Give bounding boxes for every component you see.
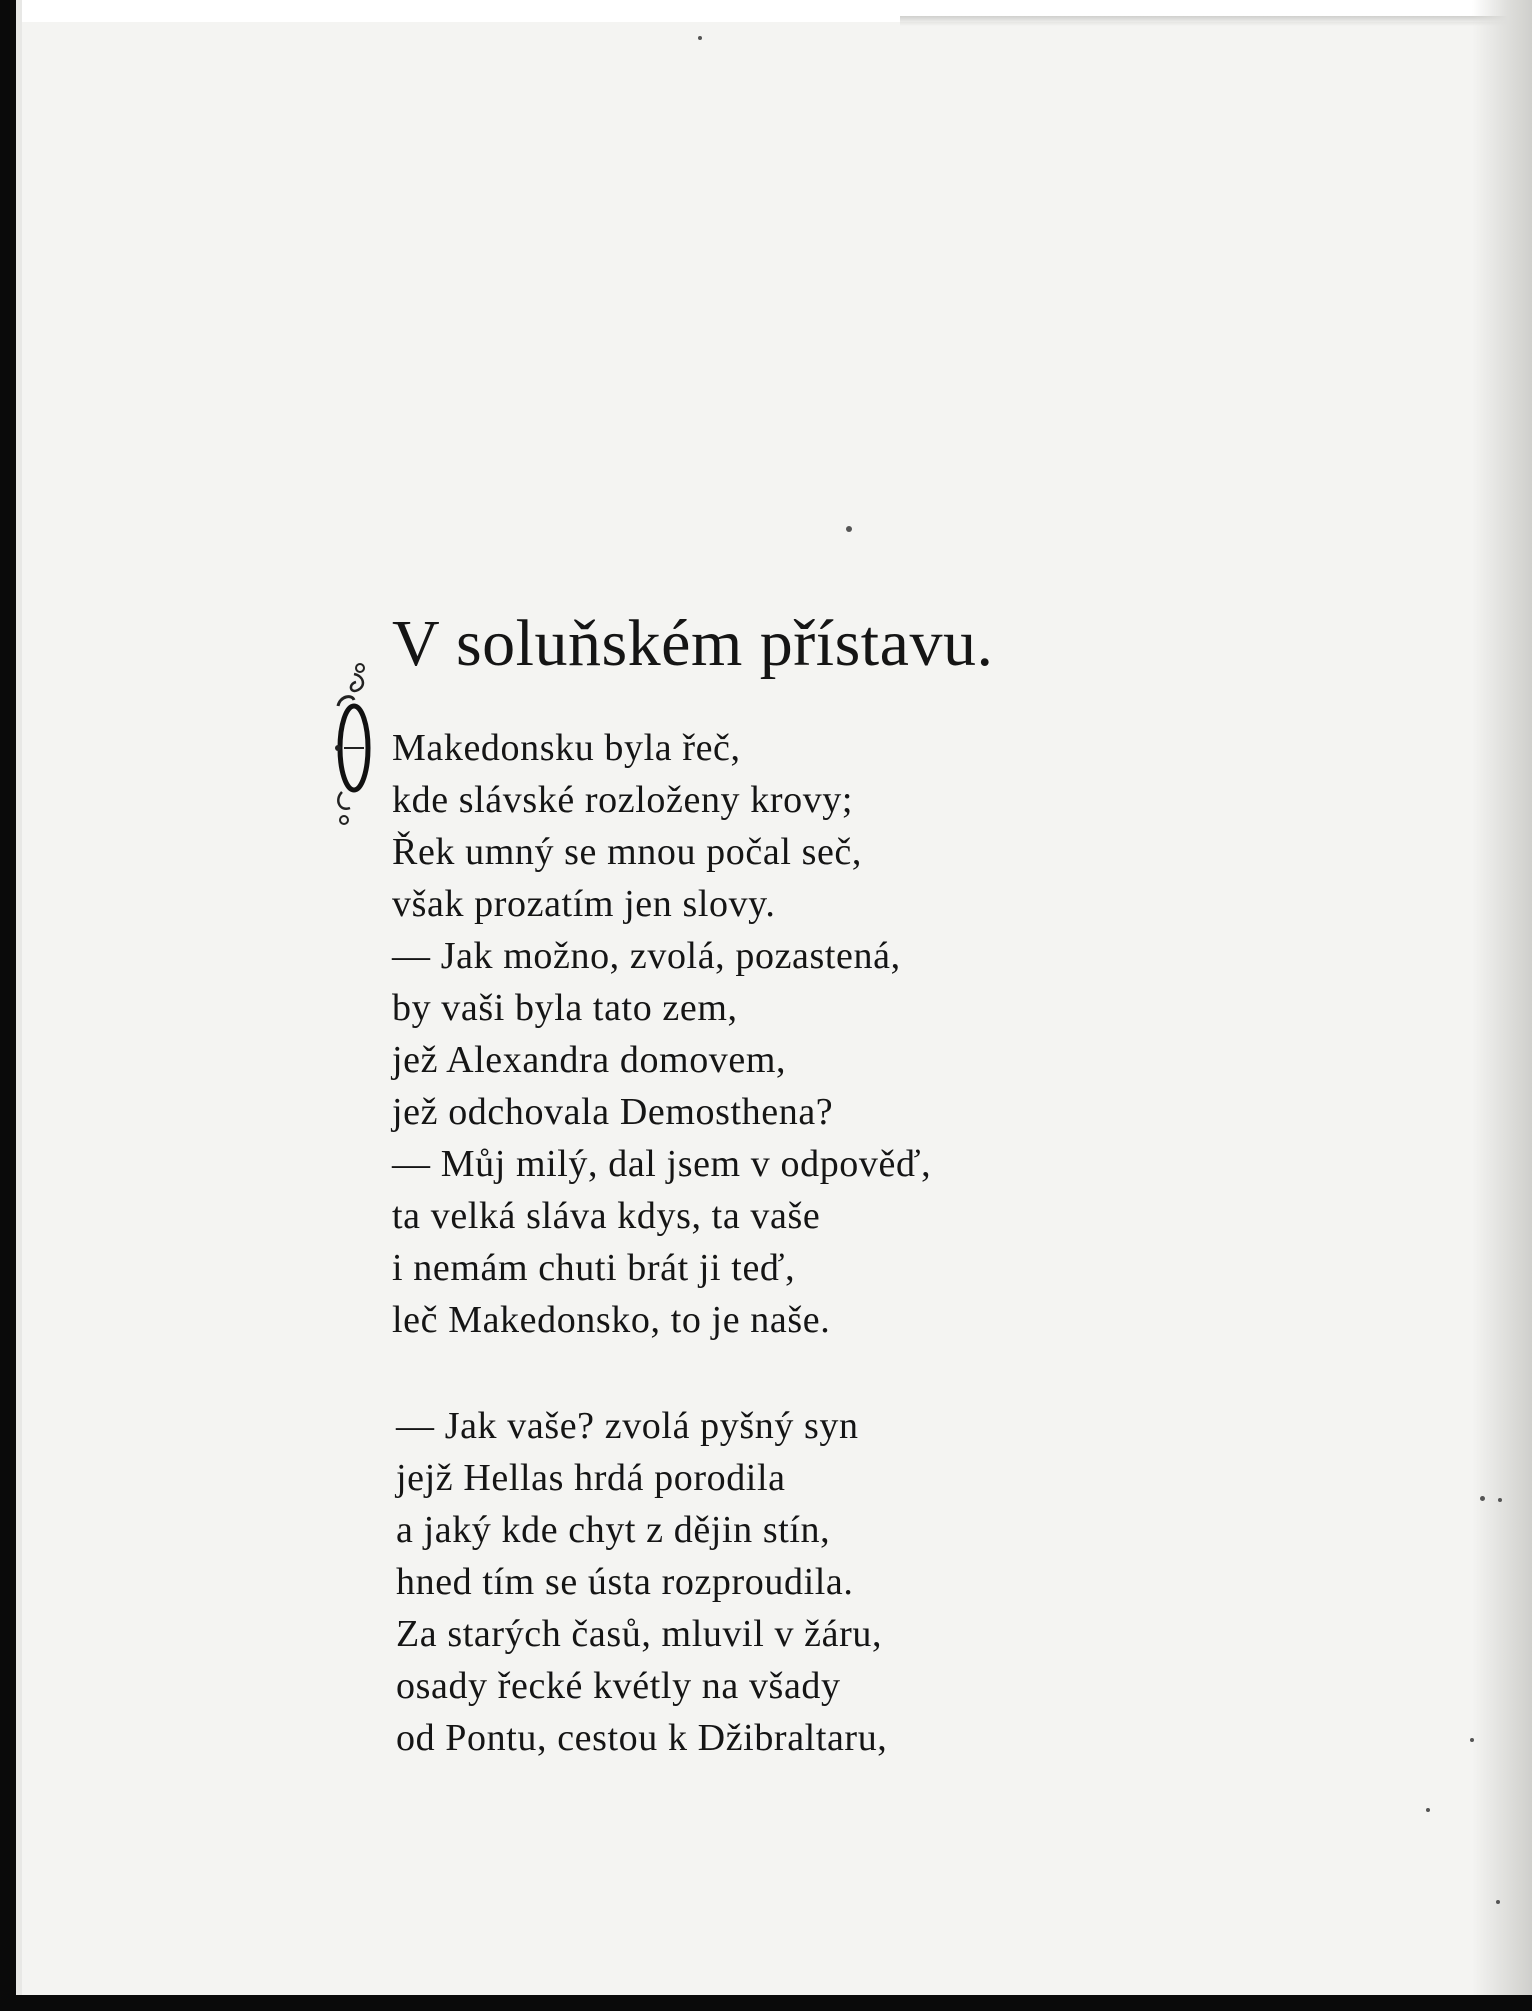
verse-line: Makedonsku byla řeč,	[392, 727, 741, 769]
verse-line: — Můj milý, dal jsem v odpověď,	[392, 1143, 932, 1185]
paper-speck	[1426, 1808, 1430, 1812]
verse-line: jež odchovala Demosthena?	[392, 1091, 834, 1133]
verse-line: a jaký kde chyt z dějin stín,	[396, 1509, 831, 1551]
stanza-1	[392, 722, 931, 1346]
left-binding-edge	[0, 0, 16, 2011]
verse-line: leč Makedonsko, to je naše.	[392, 1299, 831, 1341]
verse-line: jež Alexandra domovem,	[392, 1039, 787, 1081]
left-page-fold	[16, 0, 22, 2011]
paper-speck	[846, 526, 852, 532]
top-page-shadow	[900, 16, 1532, 26]
verse-line: jejž Hellas hrdá porodila	[396, 1457, 786, 1499]
paper-speck	[1470, 1738, 1474, 1742]
verse-line: Za starých časů, mluvil v žáru,	[396, 1613, 883, 1655]
paper-speck	[698, 36, 702, 40]
verse-line: hned tím se ústa rozproudila.	[396, 1561, 854, 1603]
paper-speck	[1498, 1498, 1502, 1502]
verse-line: však prozatím jen slovy.	[392, 883, 776, 925]
verse-line: ta velká sláva kdys, ta vaše	[392, 1195, 821, 1237]
paper-speck	[1496, 1900, 1500, 1904]
verse-line: — Jak vaše? zvolá pyšný syn	[396, 1405, 859, 1447]
stanza-2	[396, 1400, 887, 1764]
verse-line: by vaši byla tato zem,	[392, 987, 738, 1029]
right-page-edge	[1472, 0, 1532, 2011]
verse-line: od Pontu, cestou k Džibraltaru,	[396, 1717, 888, 1759]
verse-line: i nemám chuti brát ji teď,	[392, 1247, 796, 1289]
verse-line: kde slávské rozloženy krovy;	[392, 779, 854, 821]
verse-line: — Jak možno, zvolá, pozastená,	[392, 935, 901, 977]
paper-speck	[1480, 1496, 1485, 1501]
poem-title: V soluňském přístavu.	[392, 607, 994, 680]
verse-line: osady řecké kvétly na všady	[396, 1665, 841, 1707]
bottom-scan-edge	[0, 1995, 1532, 2011]
verse-line: Řek umný se mnou počal seč,	[392, 831, 862, 873]
decorative-initial-ornament	[330, 660, 378, 830]
